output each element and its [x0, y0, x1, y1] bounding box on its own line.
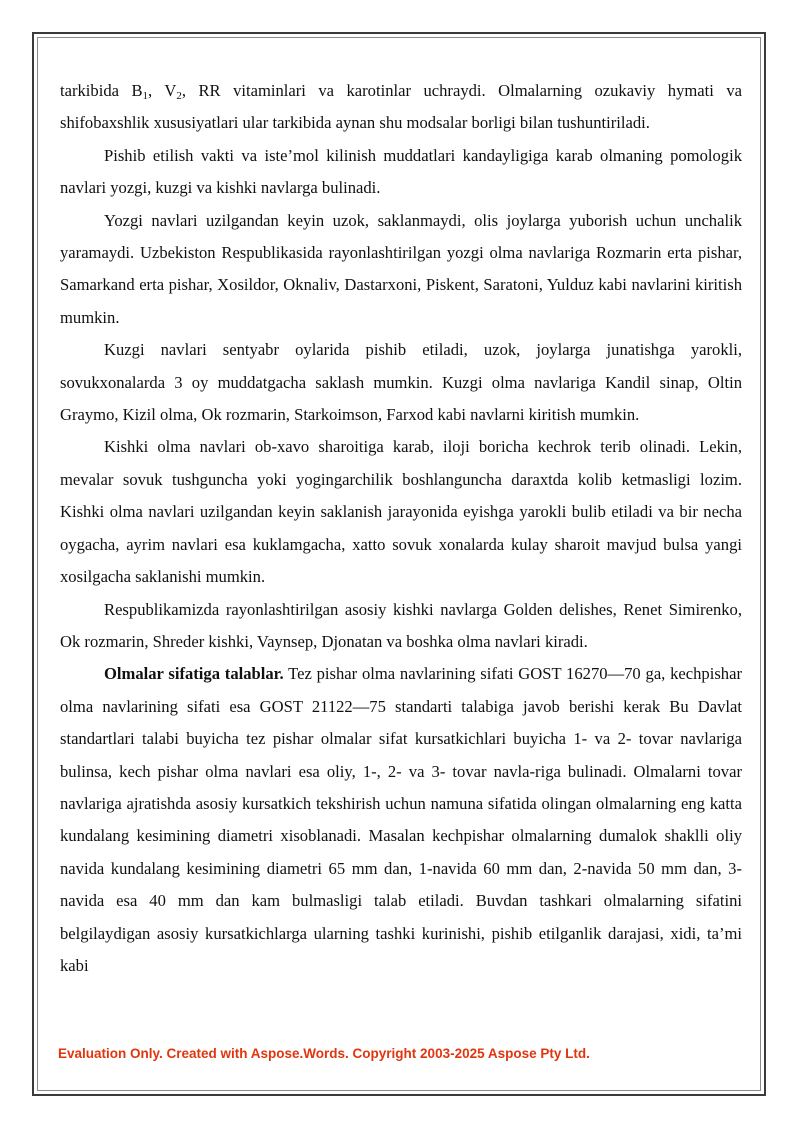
paragraph-p1: [60, 75, 742, 140]
text-run: , V: [148, 81, 177, 100]
paragraph-p7: [60, 658, 742, 982]
text-run: Pishib etilish vakti va iste’mol kilinish muddatlari kandayligiga karab olmaning pomologik navlari yozgi, kuzgi va kishki navlarga bulinadi.: [60, 145, 742, 198]
paragraph-p3: [60, 205, 742, 335]
subscript: 2: [176, 90, 182, 102]
text-run: tarkibida B: [60, 81, 143, 100]
document-body: [60, 75, 742, 982]
text-run: Tez pishar olma navlarining sifati GOST 16270—70 ga, kechpishar olma navlarining sifati esa GOST 21122—75 standarti talabiga javob berishi kerak Bu Davlat standartlari talabi buyicha tez pishar olmalar sifat kursatkichlari buyicha 1- va 2- tovar navlariga bulinsa, kech pishar olma navlari esa oliy, 1-, 2- va 3- tovar navla-riga bulinadi. Olmalarni tovar navlariga ajratishda asosiy kursatkich tekshirish uchun namuna sifatida olingan olmalarning eng katta kundalang kesimining diametri xisoblanadi. Masalan kechpishar olmalarning dumalok shaklli oliy navida kundalang kesimining diametri 65 mm dan, 1-navida 60 mm dan, 2-navida 50 mm dan, 3-navida esa 40 mm dan kam bulmasligi talab etiladi. Buvdan tashkari olmalarning sifatini belgilaydigan asosiy kursatkichlarga ularning tashki kurinishi, pishib etilganlik darajasi, xidi, ta’mi kabi: [60, 664, 742, 975]
paragraph-p2: [60, 140, 742, 205]
text-run: , RR vitaminlari va karotinlar uchraydi. Olmalarning ozukaviy hymati va shifobaxshlik xususiyatlari ular tarkibida aynan shu modsalar borligi bilan tushuntiriladi.: [60, 81, 742, 133]
text-run: Yozgi navlari uzilgandan keyin uzok, saklanmaydi, olis joylarga yuborish uchun unchalik yaramaydi. Uzbekiston Respublikasida rayonlashtirilgan yozgi olma navlariga Rozmarin erta pishar, Samarkand erta pishar, Xosildor, Oknaliv, Dastarxoni, Piskent, Saratoni, Yulduz kabi navlarini kiritish mumkin.: [60, 210, 742, 327]
paragraph-p5: [60, 431, 742, 593]
evaluation-watermark: Evaluation Only. Created with Aspose.Words. Copyright 2003-2025 Aspose Pty Ltd.: [58, 1046, 590, 1061]
text-run: Kuzgi navlari sentyabr oylarida pishib etiladi, uzok, joylarga junatishga yarokli, sovukxonalarda 3 oy muddatgacha saklash mumkin. Kuzgi olma navlariga Kandil sinap, Oltin Graymo, Kizil olma, Ok rozmarin, Starkoimson, Farxod kabi navlarni kiritish mumkin.: [60, 340, 742, 425]
paragraph-p6: [60, 594, 742, 659]
text-run: Respublikamizda rayonlashtirilgan asosiy kishki navlarga Golden delishes, Renet Simirenko, Ok rozmarin, Shreder kishki, Vaynsep, Djonatan va boshka olma navlari kiradi.: [60, 599, 742, 651]
text-run: Kishki olma navlari ob-xavo sharoitiga karab, iloji boricha kechrok terib olinadi. Lekin, mevalar sovuk tushguncha yoki yogingarchilik boshlanguncha daraxtda kolib ketmasligi lozim. Kishki olma navlari uzilgandan keyin saklanish jarayonida eyishga yarokli bulib etiladi va bir necha oygacha, ayrim navlari esa kuklamgacha, xatto sovuk xonalarda kulay sharoit mavjud bulsa yangi xosilgacha saklanishi mumkin.: [60, 437, 742, 587]
subscript: 1: [142, 90, 149, 102]
section-heading: Olmalar sifatiga talablar.: [104, 664, 284, 684]
paragraph-p4: [60, 334, 742, 431]
